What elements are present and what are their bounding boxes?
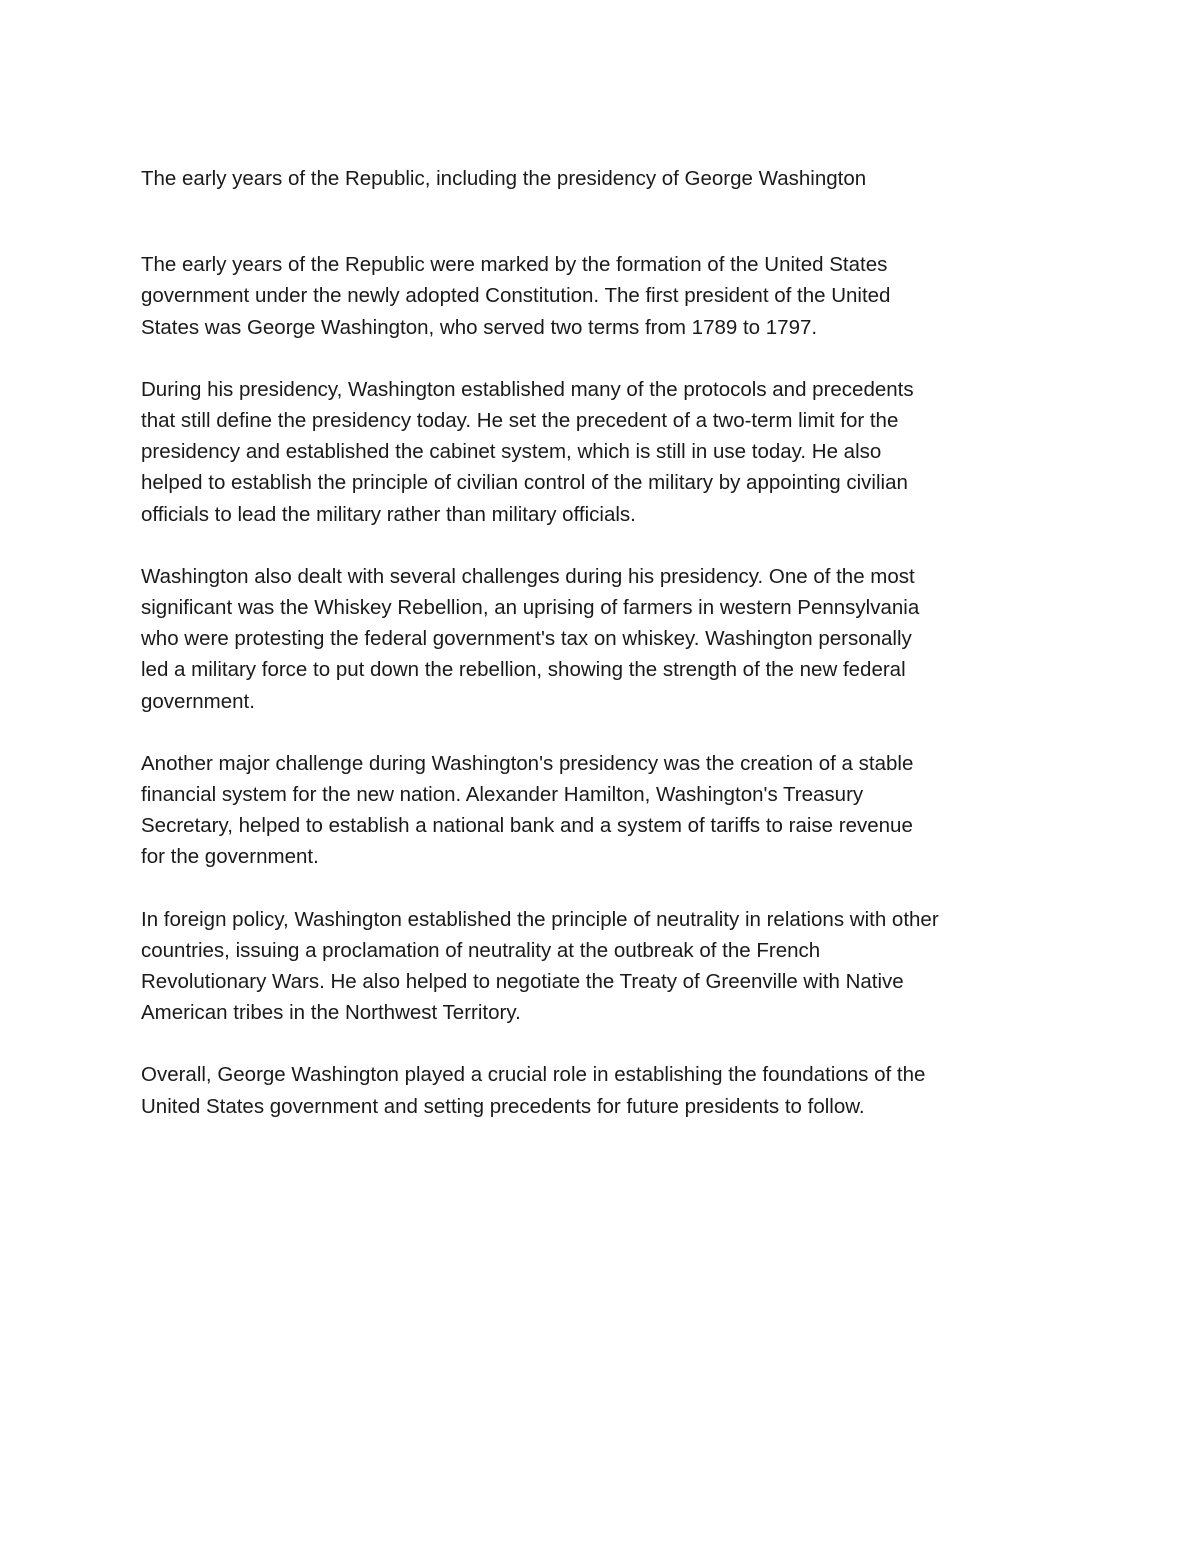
paragraph-whiskey-rebellion <box>141 561 1071 717</box>
paragraph-line: government under the newly adopted Constitution. The first president of the United <box>141 284 891 308</box>
paragraph-line: for the government. <box>141 845 319 869</box>
paragraph-line: that still define the presidency today. He set the precedent of a two-term limit for the <box>141 409 899 433</box>
paragraph-line: officials to lead the military rather than military officials. <box>141 502 636 526</box>
paragraph-financial-system <box>141 748 1071 873</box>
paragraph-line: countries, issuing a proclamation of neutrality at the outbreak of the French <box>141 938 821 962</box>
paragraph-line: financial system for the new nation. Alexander Hamilton, Washington's Treasury <box>141 783 864 807</box>
paragraph-line: government. <box>141 689 255 713</box>
paragraph-line: Another major challenge during Washington's presidency was the creation of a stable <box>141 751 914 775</box>
paragraph-conclusion <box>141 1059 1071 1121</box>
paragraph-foreign-policy <box>141 904 1071 1029</box>
paragraph-precedents <box>141 374 1071 530</box>
paragraph-line: Secretary, helped to establish a national bank and a system of tariffs to raise revenue <box>141 814 913 838</box>
paragraph-line: Overall, George Washington played a crucial role in establishing the foundations of the <box>141 1063 926 1087</box>
paragraph-line: During his presidency, Washington established many of the protocols and precedents <box>141 377 914 401</box>
paragraph-line: Washington also dealt with several challenges during his presidency. One of the most <box>141 564 915 588</box>
paragraph-line: presidency and established the cabinet system, which is still in use today. He also <box>141 440 882 464</box>
paragraph-line: Revolutionary Wars. He also helped to negotiate the Treaty of Greenville with Native <box>141 970 904 994</box>
document-body <box>141 163 1071 1153</box>
paragraph-line: The early years of the Republic were marked by the formation of the United States <box>141 253 888 277</box>
paragraph-formation <box>141 249 1071 343</box>
paragraph-line: States was George Washington, who served two terms from 1789 to 1797. <box>141 315 818 339</box>
paragraph-line: In foreign policy, Washington established the principle of neutrality in relations with other <box>141 907 939 931</box>
paragraph-line: United States government and setting precedents for future presidents to follow. <box>141 1094 865 1118</box>
paragraph-line: American tribes in the Northwest Territory. <box>141 1001 521 1025</box>
paragraph-line: who were protesting the federal government's tax on whiskey. Washington personally <box>141 627 912 651</box>
paragraph-line: helped to establish the principle of civilian control of the military by appointing civilian <box>141 471 908 495</box>
paragraph-line: led a military force to put down the rebellion, showing the strength of the new federal <box>141 658 906 682</box>
paragraph-line: significant was the Whiskey Rebellion, an uprising of farmers in western Pennsylvania <box>141 596 920 620</box>
document-title: The early years of the Republic, including the presidency of George Washington <box>141 167 867 190</box>
